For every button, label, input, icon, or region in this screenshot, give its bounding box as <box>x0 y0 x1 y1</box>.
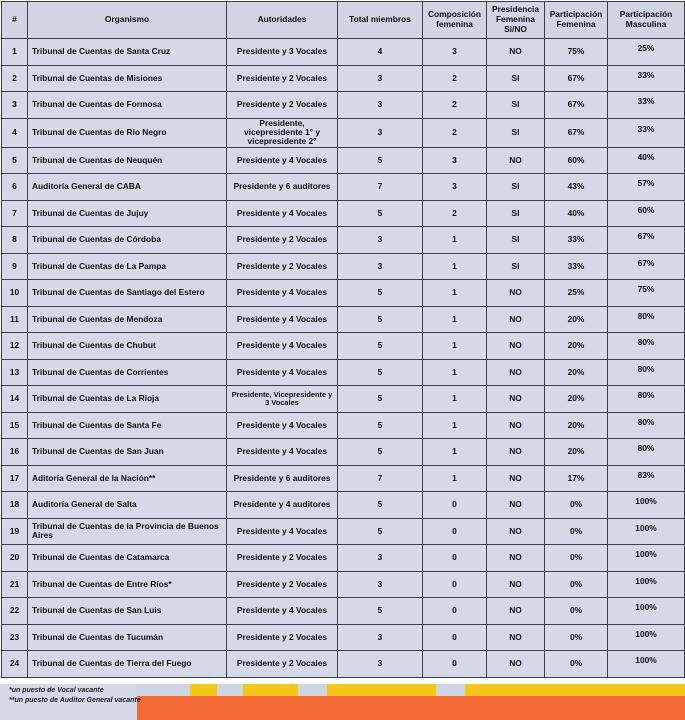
cell-num: 13 <box>2 359 28 386</box>
participacion-masculina-value: 57% <box>637 178 655 189</box>
cell-participacion-masculina <box>608 280 685 307</box>
cell-participacion-masculina <box>608 39 685 66</box>
cell-organismo: Tribunal de Cuentas de San Luis <box>28 598 227 625</box>
cell-num: 5 <box>2 147 28 174</box>
cell-autoridades: Presidente y 2 Vocales <box>227 545 338 572</box>
cell-total-miembros: 3 <box>338 92 423 119</box>
cell-organismo: Auditoría General de CABA <box>28 174 227 201</box>
participacion-masculina-value: 33% <box>637 69 655 80</box>
cell-composicion-femenina: 1 <box>423 359 487 386</box>
header-participacion-femenina: Participación Femenina <box>545 2 608 39</box>
table-row <box>2 280 685 307</box>
cell-composicion-femenina: 0 <box>423 651 487 678</box>
cell-organismo: Tribunal de Cuentas de Tucumán <box>28 624 227 651</box>
cell-organismo: Tribunal de Cuentas de Mendoza <box>28 306 227 333</box>
cell-participacion-masculina <box>608 227 685 254</box>
cell-participacion-femenina: 0% <box>545 545 608 572</box>
participacion-masculina-value: 80% <box>637 310 655 321</box>
cell-total-miembros: 5 <box>338 518 423 545</box>
table-row <box>2 227 685 254</box>
cell-autoridades: Presidente y 6 auditores <box>227 465 338 492</box>
cell-num: 1 <box>2 39 28 66</box>
cell-composicion-femenina: 2 <box>423 65 487 92</box>
cell-participacion-masculina <box>608 65 685 92</box>
cell-organismo: Tribunal de Cuentas de Córdoba <box>28 227 227 254</box>
participacion-masculina-value: 100% <box>635 628 657 639</box>
cell-organismo: Tribunal de Cuentas de Entre Ríos* <box>28 571 227 598</box>
cell-participacion-femenina: 0% <box>545 651 608 678</box>
cell-presidencia-femenina: NO <box>487 147 545 174</box>
cell-presidencia-femenina: NO <box>487 280 545 307</box>
header-organismo: Organismo <box>28 2 227 39</box>
cell-organismo: Tribunal de Cuentas de Santiago del Estero <box>28 280 227 307</box>
decor-yellow-block <box>190 684 217 696</box>
cell-presidencia-femenina: NO <box>487 518 545 545</box>
cell-composicion-femenina: 0 <box>423 624 487 651</box>
cell-organismo: Tribunal de Cuentas de Jujuy <box>28 200 227 227</box>
table-row <box>2 65 685 92</box>
cell-organismo: Tribunal de Cuentas de la Provincia de Buenos Aires <box>28 518 227 545</box>
cell-total-miembros: 5 <box>338 280 423 307</box>
cell-autoridades: Presidente y 2 Vocales <box>227 651 338 678</box>
cell-composicion-femenina: 3 <box>423 174 487 201</box>
cell-total-miembros: 5 <box>338 412 423 439</box>
table-row <box>2 624 685 651</box>
cell-participacion-femenina: 25% <box>545 280 608 307</box>
cell-num: 23 <box>2 624 28 651</box>
participacion-masculina-value: 80% <box>637 363 655 374</box>
cell-num: 15 <box>2 412 28 439</box>
header-row <box>2 2 685 39</box>
cell-presidencia-femenina: NO <box>487 359 545 386</box>
cell-presidencia-femenina: SI <box>487 65 545 92</box>
cell-organismo: Tribunal de Cuentas de Río Negro <box>28 118 227 147</box>
cell-organismo: Aditoría General de la Nación** <box>28 465 227 492</box>
cell-autoridades: Presidente y 4 Vocales <box>227 333 338 360</box>
cell-autoridades: Presidente y 4 Vocales <box>227 359 338 386</box>
cell-num: 9 <box>2 253 28 280</box>
cell-presidencia-femenina: NO <box>487 412 545 439</box>
table-row <box>2 386 685 413</box>
cell-num: 10 <box>2 280 28 307</box>
cell-composicion-femenina: 1 <box>423 465 487 492</box>
cell-total-miembros: 3 <box>338 624 423 651</box>
cell-autoridades: Presidente y 2 Vocales <box>227 92 338 119</box>
table-row <box>2 200 685 227</box>
cell-organismo: Tribunal de Cuentas de Tierra del Fuego <box>28 651 227 678</box>
table-row <box>2 333 685 360</box>
cell-participacion-masculina <box>608 492 685 519</box>
cell-composicion-femenina: 1 <box>423 386 487 413</box>
cell-autoridades: Presidente y 2 Vocales <box>227 65 338 92</box>
cell-composicion-femenina: 2 <box>423 92 487 119</box>
header-autoridades: Autoridades <box>227 2 338 39</box>
cell-composicion-femenina: 0 <box>423 545 487 572</box>
cell-autoridades: Presidente y 6 auditores <box>227 174 338 201</box>
cell-composicion-femenina: 1 <box>423 227 487 254</box>
cell-participacion-femenina: 0% <box>545 624 608 651</box>
participacion-masculina-value: 80% <box>637 337 655 348</box>
cell-total-miembros: 3 <box>338 65 423 92</box>
cell-participacion-masculina <box>608 598 685 625</box>
cell-organismo: Tribunal de Cuentas de Santa Fe <box>28 412 227 439</box>
cell-participacion-femenina: 0% <box>545 492 608 519</box>
participacion-masculina-value: 100% <box>635 602 657 613</box>
cell-participacion-femenina: 0% <box>545 598 608 625</box>
cell-composicion-femenina: 0 <box>423 492 487 519</box>
cell-organismo: Tribunal de Cuentas de Misiones <box>28 65 227 92</box>
header-total-miembros: Total miembros <box>338 2 423 39</box>
footnote-2: **un puesto de Auditor General vacante <box>9 697 141 704</box>
cell-total-miembros: 3 <box>338 253 423 280</box>
cell-participacion-masculina <box>608 571 685 598</box>
cell-participacion-femenina: 20% <box>545 333 608 360</box>
cell-autoridades: Presidente y 2 Vocales <box>227 227 338 254</box>
table-row <box>2 174 685 201</box>
participacion-masculina-value: 100% <box>635 575 657 586</box>
cell-total-miembros: 7 <box>338 174 423 201</box>
cell-presidencia-femenina: SI <box>487 253 545 280</box>
table-row <box>2 651 685 678</box>
cell-autoridades: Presidente y 2 Vocales <box>227 253 338 280</box>
cell-total-miembros: 5 <box>338 359 423 386</box>
cell-num: 19 <box>2 518 28 545</box>
cell-organismo: Tribunal de Cuentas de Corrientes <box>28 359 227 386</box>
footnotes <box>0 684 141 720</box>
cell-num: 3 <box>2 92 28 119</box>
cell-organismo: Tribunal de Cuentas de Neuquén <box>28 147 227 174</box>
cell-participacion-femenina: 0% <box>545 571 608 598</box>
cell-num: 17 <box>2 465 28 492</box>
cell-participacion-femenina: 40% <box>545 200 608 227</box>
cell-autoridades: Presidente y 4 Vocales <box>227 598 338 625</box>
cell-num: 14 <box>2 386 28 413</box>
footnote-1: *un puesto de Vocal vacante <box>9 687 104 694</box>
table-row <box>2 465 685 492</box>
table-row <box>2 306 685 333</box>
cell-composicion-femenina: 3 <box>423 147 487 174</box>
cell-presidencia-femenina: NO <box>487 598 545 625</box>
cell-autoridades: Presidente, vicepresidente 1° y vicepresidente 2° <box>227 118 338 147</box>
cell-presidencia-femenina: NO <box>487 39 545 66</box>
cell-composicion-femenina: 2 <box>423 200 487 227</box>
participacion-masculina-value: 67% <box>637 257 655 268</box>
cell-composicion-femenina: 1 <box>423 439 487 466</box>
cell-num: 6 <box>2 174 28 201</box>
cell-organismo: Tribunal de Cuentas de San Juan <box>28 439 227 466</box>
decor-yellow-block <box>327 684 436 696</box>
cell-num: 7 <box>2 200 28 227</box>
cell-autoridades: Presidente y 4 Vocales <box>227 439 338 466</box>
data-table <box>1 1 685 678</box>
cell-presidencia-femenina: NO <box>487 465 545 492</box>
cell-total-miembros: 5 <box>338 598 423 625</box>
participacion-masculina-value: 80% <box>637 416 655 427</box>
participacion-masculina-value: 33% <box>637 96 655 107</box>
cell-participacion-femenina: 20% <box>545 359 608 386</box>
participacion-masculina-value: 100% <box>635 522 657 533</box>
participacion-masculina-value: 67% <box>637 231 655 242</box>
cell-num: 18 <box>2 492 28 519</box>
cell-autoridades: Presidente y 4 Vocales <box>227 200 338 227</box>
cell-participacion-masculina <box>608 118 685 147</box>
cell-autoridades: Presidente y 4 Vocales <box>227 280 338 307</box>
cell-participacion-femenina: 60% <box>545 147 608 174</box>
cell-presidencia-femenina: SI <box>487 118 545 147</box>
cell-composicion-femenina: 2 <box>423 118 487 147</box>
table-row <box>2 492 685 519</box>
table-row <box>2 571 685 598</box>
cell-participacion-masculina <box>608 333 685 360</box>
table-row <box>2 39 685 66</box>
cell-autoridades: Presidente y 3 Vocales <box>227 39 338 66</box>
cell-participacion-femenina: 17% <box>545 465 608 492</box>
cell-participacion-masculina <box>608 386 685 413</box>
cell-participacion-masculina <box>608 359 685 386</box>
cell-presidencia-femenina: NO <box>487 624 545 651</box>
cell-autoridades: Presidente y 4 auditores <box>227 492 338 519</box>
cell-participacion-femenina: 33% <box>545 253 608 280</box>
participacion-masculina-value: 100% <box>635 496 657 507</box>
cell-num: 20 <box>2 545 28 572</box>
decor-yellow-block <box>243 684 298 696</box>
participacion-masculina-value: 33% <box>637 123 655 134</box>
cell-presidencia-femenina: NO <box>487 333 545 360</box>
participacion-masculina-value: 83% <box>637 469 655 480</box>
cell-participacion-femenina: 0% <box>545 518 608 545</box>
cell-participacion-masculina <box>608 147 685 174</box>
cell-composicion-femenina: 0 <box>423 598 487 625</box>
cell-presidencia-femenina: NO <box>487 492 545 519</box>
participacion-masculina-value: 40% <box>637 151 655 162</box>
cell-total-miembros: 5 <box>338 333 423 360</box>
participacion-masculina-value: 100% <box>635 655 657 666</box>
cell-autoridades: Presidente y 4 Vocales <box>227 412 338 439</box>
cell-total-miembros: 5 <box>338 306 423 333</box>
participacion-masculina-value: 100% <box>635 549 657 560</box>
cell-total-miembros: 5 <box>338 200 423 227</box>
cell-presidencia-femenina: NO <box>487 439 545 466</box>
cell-num: 11 <box>2 306 28 333</box>
cell-participacion-femenina: 43% <box>545 174 608 201</box>
cell-total-miembros: 5 <box>338 386 423 413</box>
cell-autoridades: Presidente y 4 Vocales <box>227 518 338 545</box>
cell-participacion-femenina: 33% <box>545 227 608 254</box>
cell-autoridades: Presidente y 2 Vocales <box>227 571 338 598</box>
cell-num: 21 <box>2 571 28 598</box>
cell-participacion-masculina <box>608 651 685 678</box>
cell-presidencia-femenina: SI <box>487 227 545 254</box>
cell-autoridades: Presidente y 4 Vocales <box>227 147 338 174</box>
table-row <box>2 253 685 280</box>
decor-yellow-block <box>465 684 685 696</box>
cell-organismo: Tribunal de Cuentas de Formosa <box>28 92 227 119</box>
cell-presidencia-femenina: SI <box>487 92 545 119</box>
cell-total-miembros: 3 <box>338 571 423 598</box>
participacion-masculina-value: 75% <box>637 284 655 295</box>
cell-organismo: Tribunal de Cuentas de La Pampa <box>28 253 227 280</box>
cell-total-miembros: 3 <box>338 651 423 678</box>
cell-composicion-femenina: 0 <box>423 571 487 598</box>
cell-total-miembros: 7 <box>338 465 423 492</box>
cell-participacion-femenina: 67% <box>545 92 608 119</box>
table-row <box>2 412 685 439</box>
cell-total-miembros: 5 <box>338 439 423 466</box>
cell-total-miembros: 3 <box>338 118 423 147</box>
cell-participacion-masculina <box>608 624 685 651</box>
participacion-masculina-value: 25% <box>637 43 655 54</box>
cell-participacion-femenina: 20% <box>545 386 608 413</box>
cell-presidencia-femenina: SI <box>487 174 545 201</box>
cell-organismo: Tribunal de Cuentas de Catamarca <box>28 545 227 572</box>
table-row <box>2 92 685 119</box>
cell-participacion-masculina <box>608 545 685 572</box>
cell-presidencia-femenina: NO <box>487 306 545 333</box>
cell-presidencia-femenina: SI <box>487 200 545 227</box>
table-row <box>2 118 685 147</box>
table-row <box>2 439 685 466</box>
table-row <box>2 359 685 386</box>
cell-num: 22 <box>2 598 28 625</box>
cell-presidencia-femenina: NO <box>487 651 545 678</box>
cell-participacion-masculina <box>608 92 685 119</box>
cell-composicion-femenina: 0 <box>423 518 487 545</box>
cell-num: 2 <box>2 65 28 92</box>
table-body <box>2 39 685 678</box>
cell-organismo: Tribunal de Cuentas de Santa Cruz <box>28 39 227 66</box>
cell-presidencia-femenina: NO <box>487 545 545 572</box>
cell-participacion-masculina <box>608 306 685 333</box>
cell-total-miembros: 5 <box>338 147 423 174</box>
header-participacion-masculina: Participación Masculina <box>608 2 685 39</box>
cell-participacion-masculina <box>608 518 685 545</box>
cell-composicion-femenina: 1 <box>423 333 487 360</box>
participacion-masculina-value: 80% <box>637 443 655 454</box>
cell-total-miembros: 5 <box>338 492 423 519</box>
cell-composicion-femenina: 1 <box>423 412 487 439</box>
header-presidencia-femenina: Presidencia Femenina Si/NO <box>487 2 545 39</box>
decor-orange-bar <box>137 696 685 720</box>
cell-organismo: Auditoría General de Salta <box>28 492 227 519</box>
header-num: # <box>2 2 28 39</box>
table-row <box>2 598 685 625</box>
cell-participacion-femenina: 20% <box>545 412 608 439</box>
cell-participacion-masculina <box>608 465 685 492</box>
cell-participacion-femenina: 67% <box>545 65 608 92</box>
cell-num: 24 <box>2 651 28 678</box>
participacion-masculina-value: 80% <box>637 390 655 401</box>
table-row <box>2 147 685 174</box>
cell-num: 16 <box>2 439 28 466</box>
cell-total-miembros: 4 <box>338 39 423 66</box>
table-row <box>2 518 685 545</box>
cell-participacion-femenina: 20% <box>545 439 608 466</box>
cell-num: 4 <box>2 118 28 147</box>
cell-composicion-femenina: 1 <box>423 253 487 280</box>
cell-autoridades: Presidente y 2 Vocales <box>227 624 338 651</box>
cell-participacion-masculina <box>608 200 685 227</box>
cell-autoridades: Presidente y 4 Vocales <box>227 306 338 333</box>
header-composicion-femenina: Composición femenina <box>423 2 487 39</box>
cell-participacion-masculina <box>608 439 685 466</box>
cell-total-miembros: 3 <box>338 227 423 254</box>
cell-presidencia-femenina: NO <box>487 386 545 413</box>
cell-organismo: Tribunal de Cuentas de Chubut <box>28 333 227 360</box>
cell-num: 8 <box>2 227 28 254</box>
cell-participacion-femenina: 75% <box>545 39 608 66</box>
cell-participacion-masculina <box>608 174 685 201</box>
cell-composicion-femenina: 1 <box>423 306 487 333</box>
cell-participacion-masculina <box>608 412 685 439</box>
table-row <box>2 545 685 572</box>
cell-autoridades: Presidente, Vicepresidente y 3 Vocales <box>227 386 338 413</box>
cell-participacion-masculina <box>608 253 685 280</box>
participacion-masculina-value: 60% <box>637 204 655 215</box>
cell-num: 12 <box>2 333 28 360</box>
cell-organismo: Tribunal de Cuentas de La Rioja <box>28 386 227 413</box>
cell-total-miembros: 3 <box>338 545 423 572</box>
cell-participacion-femenina: 67% <box>545 118 608 147</box>
cell-presidencia-femenina: NO <box>487 571 545 598</box>
cell-composicion-femenina: 1 <box>423 280 487 307</box>
cell-composicion-femenina: 3 <box>423 39 487 66</box>
cell-participacion-femenina: 20% <box>545 306 608 333</box>
